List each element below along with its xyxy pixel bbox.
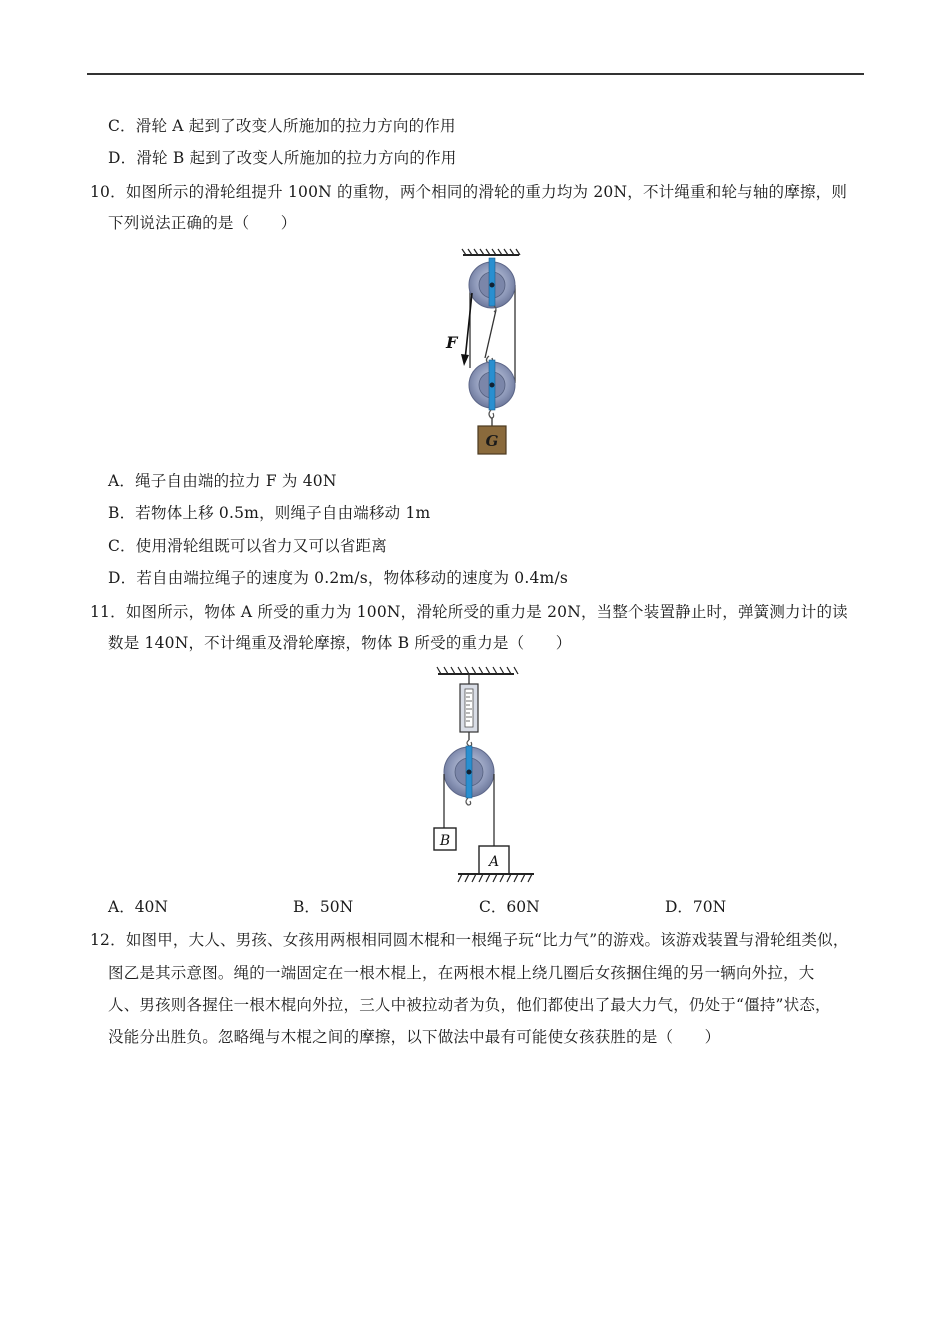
q10-stem-line1: 10．如图所示的滑轮组提升 100N 的重物，两个相同的滑轮的重力均为 20N，不计绳重和轮与轴的摩擦，则 bbox=[90, 183, 848, 201]
block-a bbox=[479, 846, 509, 874]
q10-pulley-block-figure bbox=[436, 248, 536, 458]
weight-label: G bbox=[485, 432, 499, 450]
block-b bbox=[434, 828, 456, 850]
q10-option-c[interactable]: C．使用滑轮组既可以省力又可以省距离 bbox=[108, 537, 387, 555]
q12-stem-line2: 图乙是其示意图。绳的一端固定在一根木棍上，在两根木棍上绕几圈后女孩捆住绳的另一辆向外拉，大 bbox=[108, 964, 815, 982]
q10-stem-line2: 下列说法正确的是（ ） bbox=[108, 214, 297, 232]
force-label: F bbox=[446, 333, 458, 352]
q9-option-d[interactable]: D．滑轮 B 起到了改变人所施加的拉力方向的作用 bbox=[108, 149, 457, 167]
weight-block bbox=[478, 426, 506, 454]
q10-option-b[interactable]: B．若物体上移 0.5m，则绳子自由端移动 1m bbox=[108, 504, 431, 522]
q11-options-row bbox=[108, 897, 868, 919]
pulley bbox=[444, 746, 494, 805]
q12-stem-line1: 12．如图甲，大人、男孩、女孩用两根相同圆木棍和一根绳子玩“比力气”的游戏。该游戏装置与滑轮组类似， bbox=[90, 931, 849, 949]
movable-pulley bbox=[469, 360, 515, 418]
ceiling-hatch bbox=[437, 667, 518, 674]
pull-force-arrow bbox=[445, 293, 472, 366]
block-a-label: A bbox=[488, 854, 500, 870]
ground-hatch bbox=[458, 874, 534, 882]
q12-stem-line3: 人、男孩则各握住一根木棍向外拉，三人中被拉动者为负，他们都使出了最大力气，仍处于“僵持”状态， bbox=[108, 996, 831, 1014]
q11-stem-line2: 数是 140N，不计绳重及滑轮摩擦，物体 B 所受的重力是（ ） bbox=[108, 634, 572, 652]
q10-option-d[interactable]: D．若自由端拉绳子的速度为 0.2m/s，物体移动的速度为 0.4m/s bbox=[108, 569, 569, 587]
q11-option-c[interactable]: C．60N bbox=[479, 898, 540, 916]
q10-option-a[interactable]: A．绳子自由端的拉力 F 为 40N bbox=[108, 472, 337, 490]
block-b-label: B bbox=[439, 833, 451, 849]
q11-spring-scale-pulley-figure bbox=[428, 662, 540, 888]
q12-stem-line4: 没能分出胜负。忽略绳与木棍之间的摩擦，以下做法中最有可能使女孩获胜的是（ ） bbox=[108, 1028, 721, 1046]
q11-option-b[interactable]: B．50N bbox=[293, 898, 354, 916]
fixed-pulley bbox=[469, 258, 515, 312]
header-rule bbox=[87, 73, 864, 75]
spring-scale bbox=[460, 684, 478, 746]
q11-stem-line1: 11．如图所示，物体 A 所受的重力为 100N，滑轮所受的重力是 20N，当整个装置静止时，弹簧测力计的读 bbox=[90, 603, 848, 621]
rope-middle bbox=[485, 310, 496, 358]
q9-option-c[interactable]: C．滑轮 A 起到了改变人所施加的拉力方向的作用 bbox=[108, 117, 456, 135]
q11-option-d[interactable]: D．70N bbox=[665, 898, 727, 916]
q11-option-a[interactable]: A．40N bbox=[108, 898, 168, 916]
ceiling-hatch bbox=[462, 249, 520, 255]
